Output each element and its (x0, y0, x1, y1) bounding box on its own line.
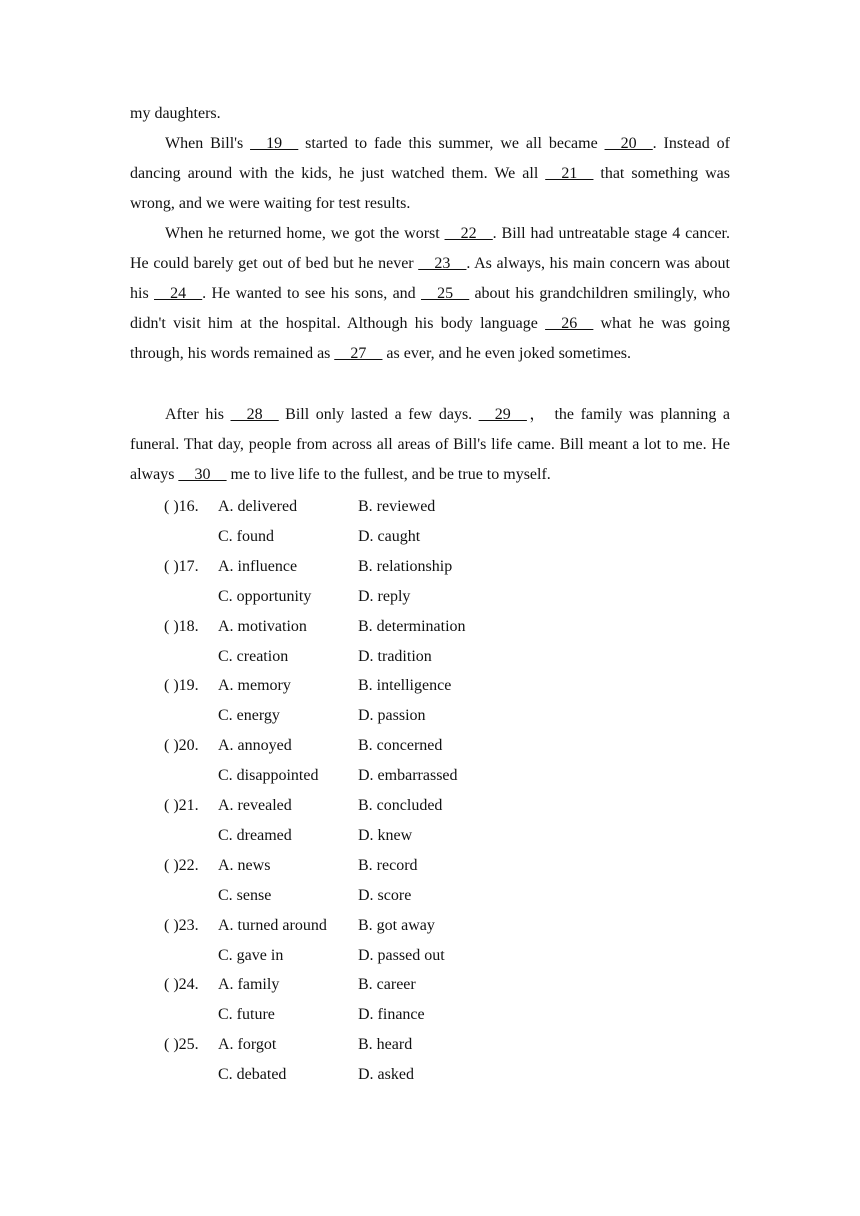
option-a: A. delivered (218, 498, 298, 515)
option-c: C. gave in (218, 946, 284, 964)
option-b: B. reviewed (358, 498, 436, 515)
answer-blank: __28__ (230, 406, 279, 423)
option-c: C. found (218, 527, 274, 545)
option-b: B. concerned (358, 737, 443, 755)
option-d: D. reply (358, 587, 411, 605)
question-number: ( )17. (164, 557, 199, 575)
passage-text: Bill only lasted a few days. (278, 406, 479, 423)
option-d: D. finance (358, 1006, 425, 1024)
answer-blank: __29__ (478, 406, 527, 423)
option-b: B. got away (358, 916, 435, 934)
option-b: B. heard (358, 1036, 413, 1054)
option-b: B. determination (358, 617, 466, 635)
option-c: C. opportunity (218, 587, 312, 605)
question-number: ( )19. (164, 677, 199, 695)
option-a: A. memory (218, 677, 291, 695)
option-a: A. turned around (218, 916, 327, 934)
passage-text: started to fade this summer, we all became (298, 135, 605, 152)
answer-blank: __21__ (545, 165, 594, 182)
option-a: A. influence (218, 557, 298, 575)
question-number: ( )18. (164, 617, 199, 635)
passage-text: . Bill had untreatable stage 4 cancer. He could barely get out of bed but he never (130, 225, 731, 272)
passage-text: me to live life to the fullest, and be true to myself. (226, 466, 551, 483)
option-b: B. concluded (358, 797, 443, 814)
option-d: D. passed out (358, 946, 445, 964)
question-number: ( )24. (164, 976, 199, 994)
question-number: ( )20. (164, 737, 199, 755)
option-a: A. annoyed (218, 737, 292, 755)
passage-paragraph-1 (130, 129, 730, 219)
option-d: D. caught (358, 527, 421, 545)
option-c: C. sense (218, 886, 272, 904)
answer-blank: __23__ (418, 255, 467, 272)
option-a: A. forgot (218, 1036, 277, 1054)
passage-text: what he was going through, his words remained as (130, 315, 731, 362)
passage-text: . Instead of dancing around with the kids, he just watched them. We all (130, 135, 730, 182)
passage-text: When Bill's (165, 135, 251, 152)
passage-text: as ever, and he even joked sometimes. (382, 345, 632, 362)
answer-blank: __22__ (444, 225, 493, 242)
option-d: D. knew (358, 826, 413, 844)
option-b: B. relationship (358, 557, 453, 575)
question-number: ( )21. (164, 797, 199, 814)
option-c: C. disappointed (218, 767, 319, 785)
option-d: D. passion (358, 707, 426, 725)
option-a: A. family (218, 976, 280, 994)
question-number: ( )23. (164, 916, 199, 934)
option-c: C. future (218, 1006, 275, 1024)
passage-text: ， the family was planning a funeral. That day, people from across all areas of Bill's life came. Bill meant a lot to me. He always (130, 406, 731, 483)
option-a: A. revealed (218, 797, 292, 814)
option-c: C. debated (218, 1066, 287, 1084)
question-number: ( )22. (164, 856, 199, 874)
option-b: B. career (358, 976, 416, 994)
option-c: C. dreamed (218, 826, 292, 844)
option-d: D. embarrassed (358, 767, 458, 785)
passage-text: that something was wrong, and we were waiting for test results. (130, 165, 730, 212)
passage-paragraph-2 (130, 219, 730, 369)
passage-paragraph-3 (130, 400, 730, 490)
passage-line-continuation: my daughters. (130, 105, 221, 122)
option-d: D. score (358, 886, 412, 904)
option-d: D. asked (358, 1066, 414, 1084)
question-number: ( )16. (164, 498, 199, 515)
passage-text: When he returned home, we got the worst (165, 225, 445, 242)
option-b: B. intelligence (358, 677, 452, 695)
answer-blank: __25__ (421, 285, 470, 302)
question-number: ( )25. (164, 1036, 199, 1054)
option-c: C. energy (218, 707, 280, 725)
option-b: B. record (358, 856, 418, 874)
passage-text: about his grandchildren smilingly, who didn't visit him at the hospital. Although his body language (130, 285, 730, 332)
option-a: A. news (218, 856, 271, 874)
passage-text: After his (165, 406, 231, 423)
passage-text: . As always, his main concern was about his (130, 255, 730, 302)
answer-blank: __27__ (334, 345, 383, 362)
answer-blank: __30__ (178, 466, 227, 483)
answer-blank: __19__ (250, 135, 299, 152)
answer-blank: __26__ (545, 315, 594, 332)
answer-blank: __24__ (154, 285, 203, 302)
option-c: C. creation (218, 647, 289, 665)
passage-text: . He wanted to see his sons, and (202, 285, 422, 302)
answer-blank: __20__ (604, 135, 653, 152)
option-a: A. motivation (218, 617, 307, 635)
option-d: D. tradition (358, 647, 432, 665)
